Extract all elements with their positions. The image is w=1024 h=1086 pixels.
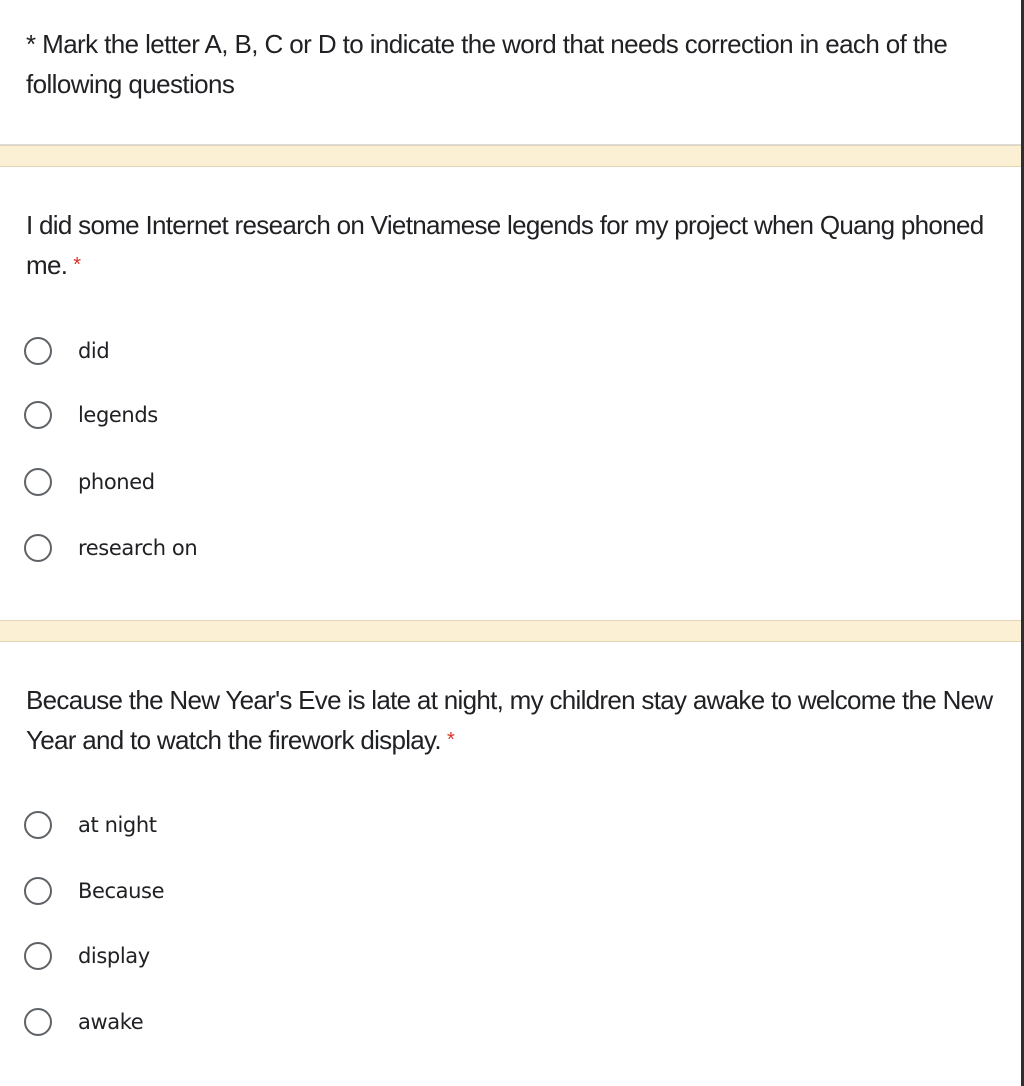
option-label: display: [78, 944, 150, 968]
section-instruction: * Mark the letter A, B, C or D to indicate the word that needs correction in each of the following questions: [26, 29, 948, 99]
section-divider: [0, 620, 1021, 642]
radio-option[interactable]: [24, 1004, 143, 1040]
radio-button-icon[interactable]: [24, 1008, 52, 1036]
question-card: [0, 167, 1021, 620]
required-asterisk: *: [446, 729, 455, 751]
radio-button-icon[interactable]: [24, 534, 52, 562]
option-label: Because: [78, 879, 165, 903]
section-divider: [0, 145, 1021, 167]
radio-option[interactable]: [24, 938, 150, 974]
question-card: [0, 642, 1021, 1086]
option-label: phoned: [78, 470, 155, 494]
radio-option[interactable]: [24, 333, 109, 369]
question-title: [26, 205, 1001, 285]
radio-option[interactable]: [24, 807, 157, 843]
option-label: awake: [78, 1010, 144, 1034]
radio-option[interactable]: [24, 397, 158, 433]
option-label: at night: [78, 813, 157, 837]
radio-button-icon[interactable]: [24, 401, 52, 429]
required-asterisk: *: [73, 254, 81, 276]
radio-button-icon[interactable]: [24, 468, 52, 496]
radio-button-icon[interactable]: [24, 877, 52, 905]
radio-button-icon[interactable]: [24, 337, 52, 365]
section-header: [0, 0, 1021, 145]
option-label: legends: [78, 403, 158, 427]
radio-option[interactable]: [24, 464, 155, 500]
question-text: I did some Internet research on Vietnamese legends for my project when Quang phoned me.: [26, 210, 984, 280]
question-title: [26, 680, 1001, 760]
radio-button-icon[interactable]: [24, 942, 52, 970]
question-text: Because the New Year's Eve is late at night, my children stay awake to welcome the New Year and to watch the firework display.: [26, 685, 993, 755]
radio-option[interactable]: [24, 873, 164, 909]
option-label: did: [78, 339, 110, 363]
option-label: research on: [78, 536, 198, 560]
radio-option[interactable]: [24, 530, 197, 566]
radio-button-icon[interactable]: [24, 811, 52, 839]
